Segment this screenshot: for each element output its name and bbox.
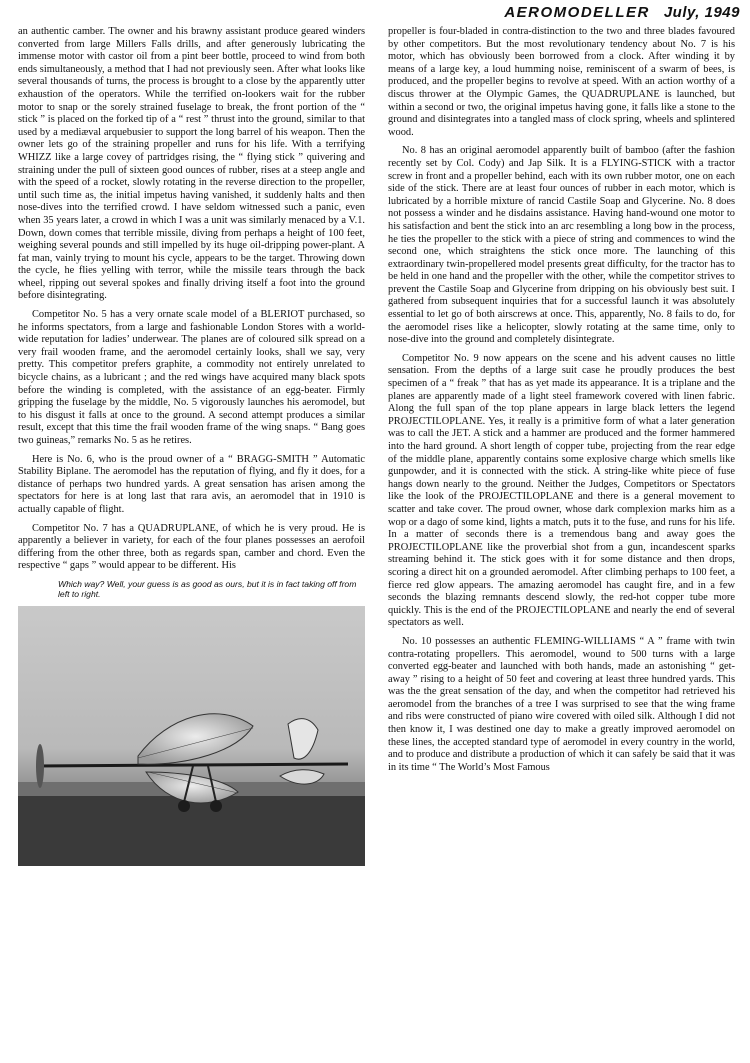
aeromodel-illustration — [18, 606, 365, 866]
running-header — [430, 4, 740, 21]
left-column — [18, 26, 365, 1056]
paragraph: No. 10 possesses an authentic FLEMING-WILLIAMS “ A ” frame with twin contra-rotating propellers. This aeromodel, wound to 500 turns with a large converted egg-beater and launched with both hands, made an astonishing “ get-away ” rising to a height of 50 feet and covering at least three hundred yards. This was the the great sensation of the day, and when the competitor had retrieved his aeromodel from the branches of a tree I was surprised to see that the wing frame and ribs were constructed of piano wire covered with oiled silk. Although I did not then know it, I was destined one day to make a greatly improved aeromodel on these lines, the accepted standard type of aeromodel in every country in the world, and to produce and distribute a production of which it can safely be said that it was in its time “ The World’s Most Famous — [388, 635, 735, 773]
paragraph: an authentic camber. The owner and his brawny assistant produce geared winders converted from large Millers Falls drills, and after generously lubricating the immense motor with castor oil from a pint beer bottle, proceed to wind from both ends simultaneously, a method that I had not previously seen. After what looks like several thousands of turns, the process is brought to a close by the apparently utter exhaustion of the operators. While the terrified on-lookers wait for the rubber motor to snap or the sorely strained fuselage to break, the front portion of the “ stick ” is placed on the forked tip of a “ rest ” thrust into the ground, similar to that used by a mediæval arquebusier to support the long barrel of his weapon. Then the owner lets go of the straining propeller and runs for his life. With a terrifying WHIZZ like a large covey of partridges rising, the “ flying stick ” quivering and straining under the pull of sixteen good ounces of rubber, rises at a steep angle and with the speed of a rocket, slowly rotating in the reverse direction to the propeller, until such time as, the initial impetus having vanished, it suddenly halts and then nose-dives into the terrified crowd. I have seldom witnessed such a panic, even when 35 years later, a crowd in which I was a unit was similarly menaced by a V.1. Down, down comes that terrible missile, diving from perhaps a height of 100 feet, weighing several pounds and still impelled by its huge oil-dripping power-plant. A fat man, vainly trying to mount his cycle, appears to be the target. Throwing down the cycle, he flies yelling with terror, while the missile tears through the back wheel, ripping out several spokes and finally driving itself a foot into the ground before disintegrating. — [18, 26, 365, 302]
paragraph: propeller is four-bladed in contra-distinction to the two and three blades favoured by other competitors. But the most revolutionary tendency about No. 7 is his motor, which has obviously been borrowed from a clock. After winding it by means of a large key, a loud humming noise, reminiscent of a swarm of bees, is produced, and the propeller begins to revolve at speed. With an action worthy of a discus thrower at the Olympic Games, the QUADRUPLANE is launched, but within a second or two, the original impetus having gone, it falls like a stone to the ground and disintegrates into a tangled mass of clock spring, wheels and splintered wood. — [388, 26, 735, 138]
paragraph: Competitor No. 5 has a very ornate scale model of a BLERIOT purchased, so he informs spectators, from a large and fashionable London Stores with a world-wide reputation for ladies’ underwear. The planes are of coloured silk spread on a very frail wooden frame, and the aeromodel certainly looks, shall we say, very pretty. This competitor prefers graphite, a commodity not entirely unrelated to bicycle chains, as a lubricant ; and the red wings have acquired many black spots before the winding is completed, with the assistance of an egg-beater. Firmly gripping the fuselage by the middle, No. 5 vigorously launches his aeromodel, but to his disgust it falls at once to the ground. A second attempt produces a similar result, except that this time the frail wooden frame of the wing snaps. “ Bang goes two guineas,” remarks No. 5 as he retires. — [18, 309, 365, 446]
paragraph: Competitor No. 9 now appears on the scene and his advent causes no little sensation. From the depths of a large suit case he proudly produces the best specimen of a “ freak ” that has as yet made its appearance. It is a triplane and the planes are apparently made of a light steel framework covered with linen fabric. Along the full span of the top plane appears in large black letters the legend PROJECTILOPLANE. Yes, it really is a primitive form of what a later generation was to call the JET. A stick and a hammer are produced and the former hammered into the hard ground. A short length of copper tube, projecting from the rear edge of the middle plane, apparently contains some explosive charge which smells like gunpowder, and it is connected with the stick. A string-like white piece of fuse hangs down nearly to the ground. Neither the Judges, Competitors or Spectators like the look of the PROJECTILOPLANE and there is a general movement to scatter and take cover. The proud owner, whose dark complexion marks him as a wop or a dago of some kind, lights a match, puts it to the fuse, and runs for his life. In a matter of seconds there is a tremendous bang and away goes the PROJECTILOPLANE like the proverbial shot from a gun, incandescent sparks streaming behind it. The stick goes with it for some distance and then drops, scoring a direct hit on a grounded aeromodel. After climbing perhaps to 100 feet, a fierce red glow appears. The amazing aeromodel has caught fire, and in a few seconds the blazing remnants descend slowly, the red-hot copper tube more quickly. This is the end of the PROJECTILOPLANE and nearly the end of several spectators as well. — [388, 352, 735, 629]
photo-caption: Which way? Well, your guess is as good as ours, but it is in fact taking off from left to right. — [58, 578, 357, 600]
right-column — [388, 26, 735, 1056]
paragraph: No. 8 has an original aeromodel apparently built of bamboo (after the fashion recently set by Col. Cody) and Jap Silk. It is a FLYING-STICK with a tractor screw in front and a propeller behind, each with its own rubber motor, one on each side of the stick. There are at least four ounces of rubber in each motor, which is lubricated by a horrible mixture of rancid Castile Soap and Glycerine. No. 8 does not possess a winder and he disdains assistance. Having hand-wound one motor to his satisfaction and bent the stick into an arc resembling a long bow in the process, he ties the propeller to the stick with a piece of string and commences to wind the second one, which straightens the stick once more. The launching of this extraordinary twin-propellered model presents great difficulty, for the tractor has to be held in one hand and the propeller with the other, while the competitor strives to prevent the Castile Soap and Glycerine from dripping on his obviously best suit. I gathered from subsequent inquiries that for a successful launch it was absolutely essential to let go of both airscrews at once. This, apparently, No. 8 fails to do, for the aeromodel rises like a helicopter, slowly rotating at the same time, only to nose-dive into the ground and completely disintegrate. — [388, 145, 735, 346]
paragraph: Competitor No. 7 has a QUADRUPLANE, of which he is very proud. He is apparently a believer in variety, for each of the four planes possesses an aerofoil differing from the other three, both as regards span, camber and chord. Even the respective “ gaps ” would appear to be different. His — [18, 522, 365, 572]
model-aircraft-photo — [18, 606, 365, 866]
magazine-title: AEROMODELLER — [504, 4, 650, 21]
paragraph: Here is No. 6, who is the proud owner of a “ BRAGG-SMITH ” Automatic Stability Biplane. The aeromodel has the reputation of flying, and fly it does, for a distance of perhaps two hundred yards. A great sensation has arisen among the spectators for here is at long last that rara avis, an aeromodel that in 1910 is actually capable of flight. — [18, 453, 365, 515]
issue-date: July, 1949 — [663, 4, 740, 21]
